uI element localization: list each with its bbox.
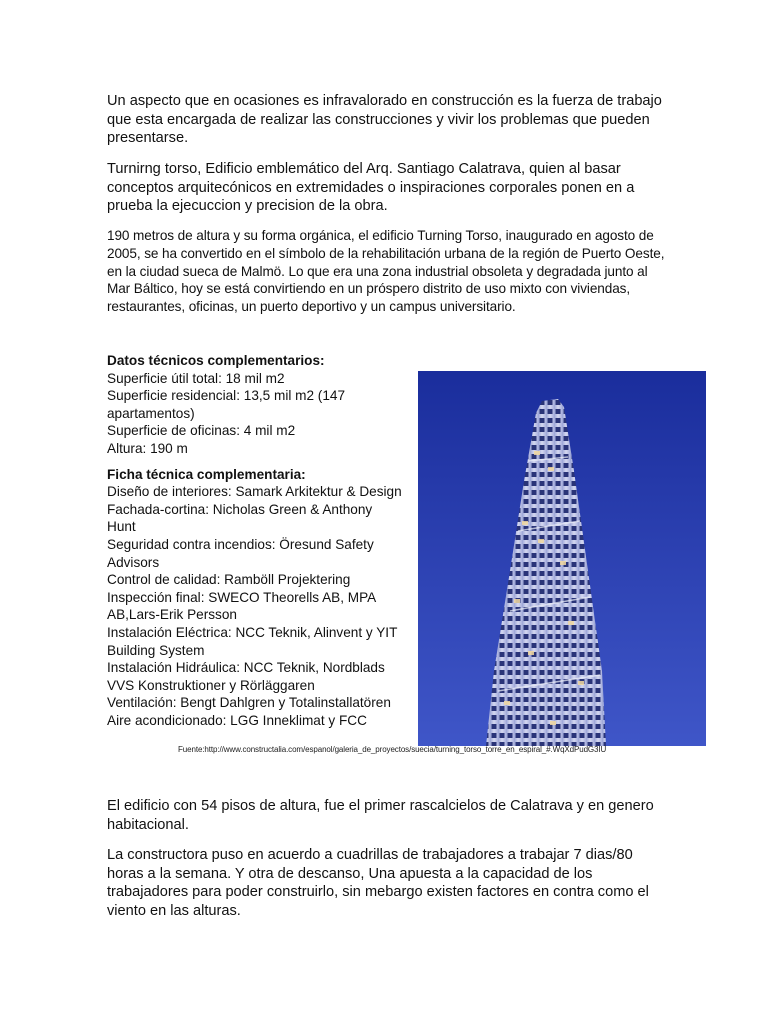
ficha-heading: Ficha técnica complementaria: bbox=[107, 466, 306, 482]
ficha-line: Ventilación: Bengt Dahlgren y Totalinstallatören bbox=[107, 695, 391, 711]
datos-line: Superficie de oficinas: 4 mil m2 bbox=[107, 423, 296, 439]
ficha-line: Seguridad contra incendios: Öresund Safety bbox=[107, 536, 374, 552]
photo-source-caption: Fuente:http://www.constructalia.com/espanol/galeria_de_proyectos/suecia/turning_torso_torre_en_espiral_#.WqXdPudG3IU bbox=[178, 745, 607, 754]
ficha-line: AB,Lars-Erik Persson bbox=[107, 607, 237, 623]
intro-paragraph-3: 190 metros de altura y su forma orgánica, el edificio Turning Torso, inaugurado en agosto de 2005, se ha convertido en el símbolo de la rehabilitación urbana de la región de Puerto Oeste, en la ciudad sueca de Malmö. Lo que era una zona industrial obsoleta y degradada junto al Mar Báltico, hoy se está convirtiendo en un próspero distrito de uso mixto con viviendas, restaurantes, oficinas, un puerto deportivo y un campus universitario. bbox=[107, 228, 665, 315]
ficha-line: Control de calidad: Ramböll Projektering bbox=[107, 572, 351, 588]
intro-paragraph-1: Un aspecto que en ocasiones es infravalorado en construcción es la fuerza de trabajo que esta encargada de realizar las construcciones y vivir los problemas que pueden presentarse. bbox=[107, 93, 662, 146]
closing-paragraph-1: El edificio con 54 pisos de altura, fue el primer rascalcielos de Calatrava y en genero habitacional. bbox=[107, 798, 654, 833]
intro-paragraph-2: Turnirng torso, Edificio emblemático del Arq. Santiago Calatrava, quien al basar conceptos arquitecónicos en extremidades o inspiraciones corporales ponen en a prueba la ejecuccion y precision de la obra. bbox=[107, 161, 635, 214]
datos-line: apartamentos) bbox=[107, 405, 195, 421]
ficha-line: Hunt bbox=[107, 519, 136, 535]
datos-line: Superficie útil total: 18 mil m2 bbox=[107, 370, 285, 386]
datos-heading: Datos técnicos complementarios: bbox=[107, 353, 325, 368]
ficha-line: Advisors bbox=[107, 554, 160, 570]
ficha-line: Instalación Hidráulica: NCC Teknik, Nordblads bbox=[107, 660, 385, 676]
ficha-line: Inspección final: SWECO Theorells AB, MPA bbox=[107, 589, 377, 605]
ficha-line: VVS Konstruktioner y Rörläggaren bbox=[107, 677, 315, 693]
ficha-line: Diseño de interiores: Samark Arkitektur & Design bbox=[107, 484, 402, 500]
ficha-line: Building System bbox=[107, 642, 205, 658]
ficha-line: Instalación Eléctrica: NCC Teknik, Alinvent y YIT bbox=[107, 624, 398, 640]
datos-line: Superficie residencial: 13,5 mil m2 (147 bbox=[107, 388, 346, 404]
closing-paragraph-2: La constructora puso en acuerdo a cuadrillas de trabajadores a trabajar 7 dias/80 horas a la semana. Y otra de descanso, Una apuesta a la capacidad de los trabajadores para poder construirlo, sin mebargo existen factores en contra como el viento en las alturas. bbox=[107, 847, 649, 919]
ficha-line: Aire acondicionado: LGG Inneklimat y FCC bbox=[107, 712, 367, 728]
turning-torso-photo bbox=[418, 371, 706, 746]
technical-data-column bbox=[107, 352, 417, 729]
ficha-line: Fachada-cortina: Nicholas Green & Anthony bbox=[107, 501, 373, 517]
datos-line: Altura: 190 m bbox=[107, 440, 188, 456]
